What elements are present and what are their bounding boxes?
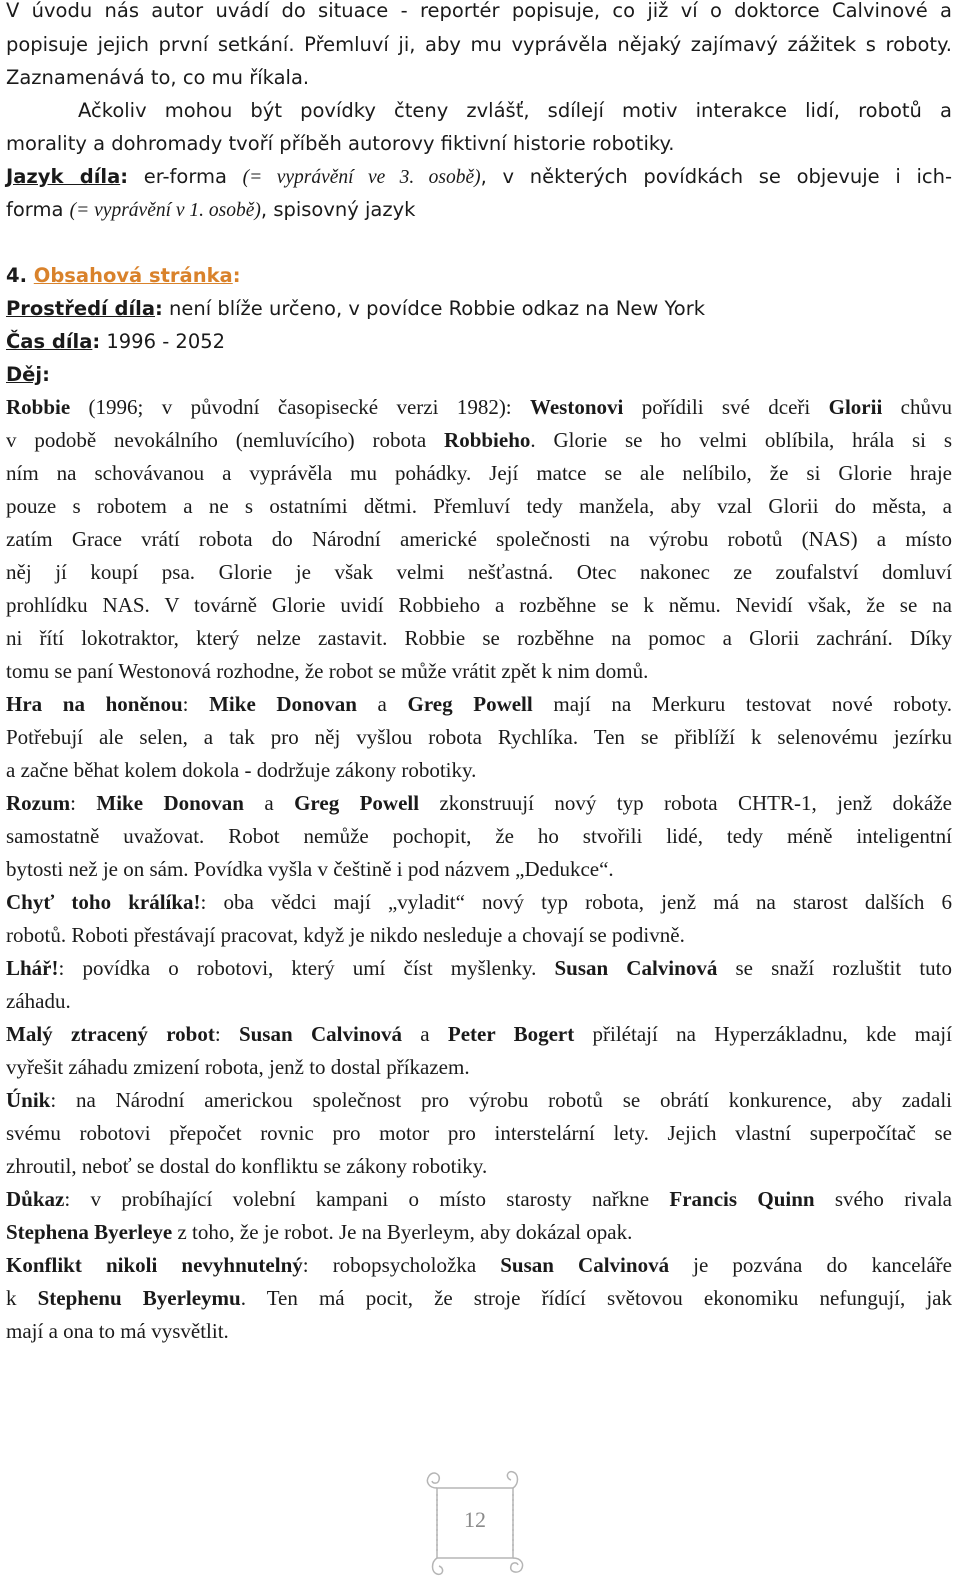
paragraph-line — [6, 457, 952, 490]
plot-label: Děj — [6, 363, 43, 386]
text: : — [70, 791, 97, 815]
section-heading — [6, 259, 952, 292]
text: : — [92, 330, 101, 353]
story-title: Chyť toho králíka! — [6, 890, 201, 914]
text: pořídili své dceři — [623, 395, 829, 419]
text: přilétají na Hyperzákladnu, kde mají — [574, 1022, 952, 1046]
story-title: Konflikt nikoli nevyhnutelný — [6, 1253, 303, 1277]
paragraph-line — [6, 523, 952, 556]
text: . Ten má pocit, že stroje řídící světovou ekonomiku nefungují, jak — [240, 1286, 952, 1310]
paragraph-line — [6, 985, 952, 1018]
paragraph-line — [6, 28, 952, 61]
story-liar — [6, 952, 952, 985]
text: forma — [6, 198, 70, 221]
paragraph-line — [6, 94, 952, 127]
text: Mike Donovan — [209, 692, 357, 716]
text: morality a dohromady tvoří příběh autorovy fiktivní historie robotiky. — [6, 132, 675, 155]
text: V úvodu nás autor uvádí do situace - reportér popisuje, co již ví o doktorce Calvinové a — [6, 0, 952, 22]
text: (= vyprávění ve 3. osobě) — [242, 167, 481, 188]
paragraph-line — [6, 1150, 952, 1183]
setting-label: Prostředí díla — [6, 297, 155, 320]
plot-heading — [6, 358, 952, 391]
story-title: Robbie — [6, 395, 71, 419]
paragraph-line — [6, 655, 952, 688]
story-title: Lhář! — [6, 956, 59, 980]
text: zkonstruují nový typ robota CHTR-1, jenž dokáže — [419, 791, 952, 815]
setting-line — [6, 292, 952, 325]
text: er-forma — [128, 165, 243, 188]
text: ni řítí lokotraktor, který nelze zastavit. Robbie se rozběhne na pomoc a Glorii zachrání. Díky — [6, 626, 952, 650]
story-title: Důkaz — [6, 1187, 65, 1211]
story-evidence — [6, 1183, 952, 1216]
text: Susan Calvinová — [238, 1022, 402, 1046]
story-robbie — [6, 391, 952, 424]
text: (= vyprávění v 1. osobě) — [69, 200, 261, 221]
text: Westonovi — [530, 395, 624, 419]
text: Greg Powell — [407, 692, 533, 716]
section-title: Obsahová stránka — [33, 264, 233, 287]
text: svého rivala — [814, 1187, 952, 1211]
text: robotů. Roboti přestávají pracovat, když je nikdo nesleduje a chovají se podivně. — [6, 923, 685, 947]
story-title: Únik — [6, 1088, 51, 1112]
paragraph-line — [6, 589, 952, 622]
text: , spisovný jazyk — [260, 198, 416, 221]
text: ním na schovávanou a vyprávěla mu pohádky. Její matce se ale nelíbilo, že si Glorie hraje — [6, 461, 952, 485]
text: . Glorie se ho velmi oblíbila, hrála si s — [530, 428, 953, 452]
text: Robbieho — [444, 428, 531, 452]
page-number: 12 — [464, 1507, 486, 1532]
language-label: Jazyk díla — [6, 165, 121, 188]
text: pouze s robotem a ne s ostatními dětmi. Přemluví tedy manžela, aby vzal Glorii do města, a — [6, 494, 952, 518]
text: mají na Merkuru testovat nové roboty. — [532, 692, 952, 716]
story-title: Hra na honěnou — [6, 692, 183, 716]
text: : — [214, 1022, 239, 1046]
text: 1996 - 2052 — [100, 330, 226, 353]
paragraph-line — [6, 622, 952, 655]
text: k — [6, 1286, 38, 1310]
text: není blíže určeno, v povídce Robbie odkaz na New York — [162, 297, 706, 320]
text: Ačkoliv mohou být povídky čteny zvlášť, sdílejí motiv interakce lidí, robotů a — [78, 99, 952, 122]
text: : — [155, 297, 163, 320]
text: Susan Calvinová — [500, 1253, 670, 1277]
time-label: Čas díla — [6, 330, 93, 353]
text: : — [120, 165, 129, 188]
story-reason — [6, 787, 952, 820]
paragraph-line — [6, 1315, 952, 1348]
time-line — [6, 325, 952, 358]
text: : robopsycholožka — [302, 1253, 501, 1277]
text: se snaží rozluštit tuto — [717, 956, 952, 980]
paragraph-line — [6, 754, 952, 787]
text: popisuje jejich první setkání. Přemluví ji, aby mu vyprávěla nějaký zajímavý zážitek s roboty. — [6, 33, 952, 56]
text: Stephena Byerleye — [6, 1220, 173, 1244]
text: mají a ona to má vysvětlit. — [6, 1319, 229, 1343]
text: a — [243, 791, 295, 815]
paragraph-line — [6, 490, 952, 523]
text: Stephenu Byerleymu — [37, 1286, 241, 1310]
page-number-scroll — [415, 1466, 535, 1576]
paragraph-line — [6, 1117, 952, 1150]
text: Peter Bogert — [447, 1022, 575, 1046]
story-lost-robot — [6, 1018, 952, 1051]
paragraph-line — [6, 1282, 952, 1315]
text: : povídka o robotovi, který umí číst myšlenky. — [58, 956, 555, 980]
paragraph-line — [6, 556, 952, 589]
text: chůvu — [882, 395, 953, 419]
text: vyřešit záhadu zmizení robota, jenž to dostal příkazem. — [6, 1055, 470, 1079]
paragraph-line — [6, 0, 952, 27]
paragraph-line — [6, 1051, 952, 1084]
text: , v některých povídkách se objevuje i ich- — [480, 165, 953, 188]
text: (1996; v původní časopisecké verzi 1982): — [70, 395, 531, 419]
text: Zaznamenává to, co mu říkala. — [6, 66, 310, 89]
text: záhadu. — [6, 989, 71, 1013]
text: je pozvána do kanceláře — [669, 1253, 952, 1277]
paragraph-line — [6, 61, 952, 94]
paragraph-line — [6, 853, 952, 886]
text: zhroutil, neboť se dostal do konfliktu se zákony robotiky. — [6, 1154, 488, 1178]
language-line — [6, 193, 952, 227]
text: : oba vědci mají „vyladit“ nový typ robota, jenž má na starost dalších 6 — [200, 890, 952, 914]
paragraph-line — [6, 127, 952, 160]
text: tomu se paní Westonová rozhodne, že robot se může vrátit zpět k nim domů. — [6, 659, 649, 683]
section-number: 4. — [6, 264, 34, 287]
text: samostatně uvažovat. Robot nemůže pochopit, že ho stvořili lidé, tedy méně inteligentní — [6, 824, 952, 848]
story-chase — [6, 688, 952, 721]
text: v podobě nevokálního (nemluvícího) robota — [6, 428, 445, 452]
text: Mike Donovan — [96, 791, 244, 815]
story-escape — [6, 1084, 952, 1117]
text: prohlídku NAS. V továrně Glorie uvidí Robbieho a rozběhne se k němu. Nevidí však, že se na — [6, 593, 952, 617]
story-rabbit — [6, 886, 952, 919]
text: Francis Quinn — [669, 1187, 815, 1211]
paragraph-line — [6, 1216, 952, 1249]
language-line — [6, 160, 952, 194]
text: Glorii — [828, 395, 883, 419]
text: Potřebují ale selen, a tak pro něj vyšlou robota Rychlíka. Ten se přiblíží k selenovému jezírku — [6, 725, 952, 749]
story-title: Rozum — [6, 791, 71, 815]
text: něj jí koupí psa. Glorie je však velmi nešťastná. Otec nakonec ze zoufalství domluví — [6, 560, 952, 584]
text: bytosti než je on sám. Povídka vyšla v češtině i pod názvem „Dedukce“. — [6, 857, 614, 881]
story-title: Malý ztracený robot — [6, 1022, 215, 1046]
text: Susan Calvinová — [554, 956, 718, 980]
story-conflict — [6, 1249, 952, 1282]
paragraph-line — [6, 721, 952, 754]
text: : — [232, 264, 241, 287]
text: a — [356, 692, 408, 716]
paragraph-line — [6, 424, 952, 457]
paragraph-line — [6, 820, 952, 853]
text: z toho, že je robot. Je na Byerleym, aby dokázal opak. — [172, 1220, 633, 1244]
paragraph-line — [6, 919, 952, 952]
text: svému robotovi přepočet rovnic pro motor pro interstelární lety. Jejich vlastní superpočítač se — [6, 1121, 952, 1145]
text: : — [42, 363, 50, 386]
text: zatím Grace vrátí robota do Národní americké společnosti na výrobu robotů (NAS) a místo — [6, 527, 952, 551]
text: a začne běhat kolem dokola - dodržuje zákony robotiky. — [6, 758, 477, 782]
text: Greg Powell — [294, 791, 420, 815]
text: : v probíhající volební kampani o místo starosty nařkne — [64, 1187, 670, 1211]
text: : na Národní americkou společnost pro výrobu robotů se obrátí konkurence, aby zadali — [50, 1088, 952, 1112]
text: a — [401, 1022, 448, 1046]
text: : — [182, 692, 210, 716]
